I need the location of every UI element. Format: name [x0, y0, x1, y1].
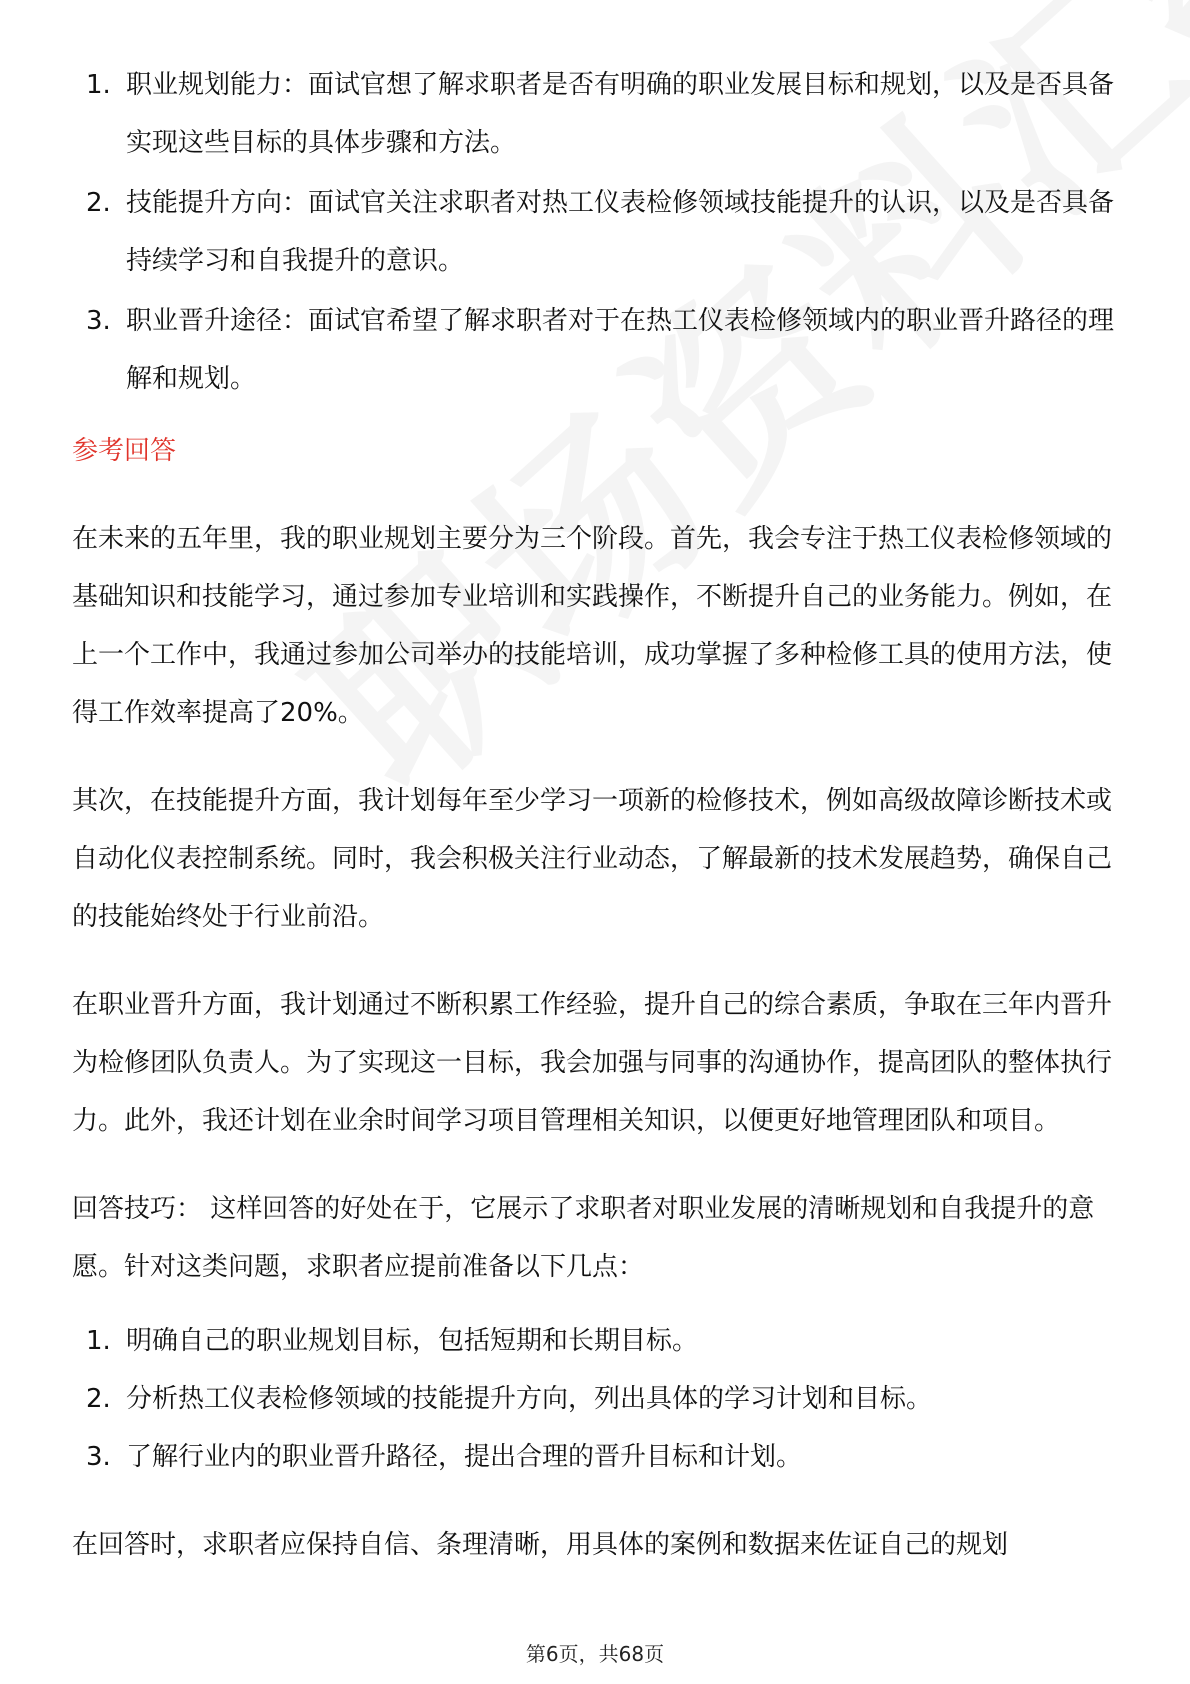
list-text: 分析热工仪表检修领域的技能提升方向，列出具体的学习计划和目标。 [126, 1384, 933, 1414]
list-item [72, 174, 1122, 290]
list-number: 3. [86, 306, 111, 336]
list-text: 了解行业内的职业晋升路径，提出合理的晋升目标和计划。 [126, 1442, 803, 1472]
preparation-list [72, 1312, 1122, 1486]
answer-paragraph-1: 在未来的五年里，我的职业规划主要分为三个阶段。首先，我会专注于热工仪表检修领域的基础知识和技能学习，通过参加专业培训和实践操作，不断提升自己的业务能力。例如，在上一个工作中，我通过参加公司举办的技能培训，成功掌握了多种检修工具的使用方法，使得工作效率提高了20%。 [72, 524, 1113, 728]
list-text: 职业规划能力：面试官想了解求职者是否有明确的职业发展目标和规划，以及是否具备实现这些目标的具体步骤和方法。 [126, 70, 1115, 158]
list-item [72, 56, 1122, 172]
list-item [72, 1370, 1122, 1428]
closing-paragraph: 在回答时，求职者应保持自信、条理清晰，用具体的案例和数据来佐证自己的规划 [72, 1530, 1009, 1560]
list-item [72, 292, 1122, 408]
list-number: 1. [86, 1326, 111, 1356]
list-text: 职业晋升途径：面试官希望了解求职者对于在热工仪表检修领域内的职业晋升路径的理解和规划。 [126, 306, 1115, 394]
answer-paragraph-2: 其次，在技能提升方面，我计划每年至少学习一项新的检修技术，例如高级故障诊断技术或自动化仪表控制系统。同时，我会积极关注行业动态，了解最新的技术发展趋势，确保自己的技能始终处于行业前沿。 [72, 786, 1113, 932]
list-item [72, 1428, 1122, 1486]
list-number: 2. [86, 188, 111, 218]
section-heading: 参考回答 [72, 436, 177, 466]
list-text: 技能提升方向：面试官关注求职者对热工仪表检修领域技能提升的认识，以及是否具备持续学习和自我提升的意识。 [126, 188, 1115, 276]
page-content [72, 56, 1122, 1574]
list-item [72, 1312, 1122, 1370]
list-number: 3. [86, 1442, 111, 1472]
page-number: 第6页，共68页 [525, 1642, 665, 1666]
focus-points-list [72, 56, 1122, 408]
list-number: 2. [86, 1384, 111, 1414]
tips-paragraph: 回答技巧： 这样回答的好处在于，它展示了求职者对职业发展的清晰规划和自我提升的意愿。针对这类问题，求职者应提前准备以下几点： [72, 1194, 1095, 1282]
list-text: 明确自己的职业规划目标，包括短期和长期目标。 [126, 1326, 699, 1356]
list-number: 1. [86, 70, 111, 100]
answer-paragraph-3: 在职业晋升方面，我计划通过不断积累工作经验，提升自己的综合素质，争取在三年内晋升为检修团队负责人。为了实现这一目标，我会加强与同事的沟通协作，提高团队的整体执行力。此外，我还计划在业余时间学习项目管理相关知识，以便更好地管理团队和项目。 [72, 990, 1113, 1136]
